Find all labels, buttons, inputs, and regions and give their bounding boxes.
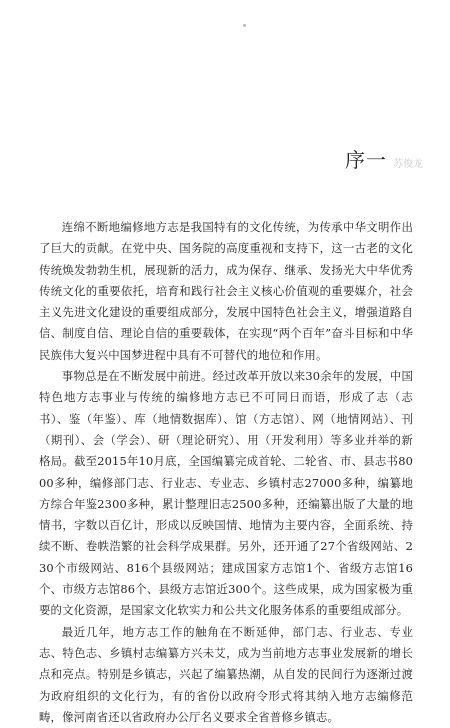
page-mark (243, 24, 246, 27)
paragraph-2: 事物总是在不断发展中前进。经过改革开放以来30余年的发展，中国特色地方志事业与传统的编修地方志已不可同日而语，形成了志（志书）、鉴（年鉴）、库（地情数据库）、馆（方志馆）、网（地情网站）、刊（期刊）、会（学会）、研（理论研究）、用（开发利用）等多业并举的新格局。截至2015年10月底，全国编纂完成首轮、二轮省、市、县志书8000多种，编修部门志、行业志、专业志、乡镇村志27000多种，编纂地方综合年鉴2300多种，累计整理旧志2500多种，还编纂出版了大量的地情书，字数以百亿计，形成以反映国情、地情为主要内容，全面系统、持续不断、卷帙浩繁的社会科学成果群。另外，还开通了27个省级网站、230个市级网站、816个县级网站；建成国家方志馆1个、省级方志馆16个、市级方志馆86个、县级方志馆近300个。这些成果，成为国家极为重要的文化资源，是国家文化软实力和公共文化服务体系的重要组成部分。 (39, 369, 413, 618)
body-text (39, 217, 413, 728)
seal-stamp: 苏俊龙 (393, 159, 423, 170)
paragraph-1: 连绵不断地编修地方志是我国特有的文化传统，为传承中华文明作出了巨大的贡献。在党中央、国务院的高度重视和支持下，这一古老的文化传统焕发勃勃生机，展现新的活力，成为保存、继承、发扬光大中华优秀传统文化的重要依托，培育和践行社会主义核心价值观的重要媒介，社会主义先进文化建设的重要组成部分，发展中国特色社会主义，增强道路自信、制度自信、理论自信的重要载体，在实现“两个百年”奋斗目标和中华民族伟大复兴中国梦进程中具有不可替代的地位和作用。 (39, 220, 413, 362)
section-heading (345, 148, 423, 177)
paragraph-3: 最近几年，地方志工作的触角在不断延伸，部门志、行业志、专业志、特色志、乡镇村志编纂方兴未艾，成为当前地方志事业发展新的增长点和亮点。特别是乡镇志，兴起了编纂热潮，从自发的民间行为逐渐过渡为政府组织的文化行为，有的省份以政府令形式将其纳入地方志编修范畴，像河南省还以省政府办公厅名义要求全省普修乡镇志。 (39, 624, 413, 724)
section-title: 序一 (345, 148, 387, 172)
